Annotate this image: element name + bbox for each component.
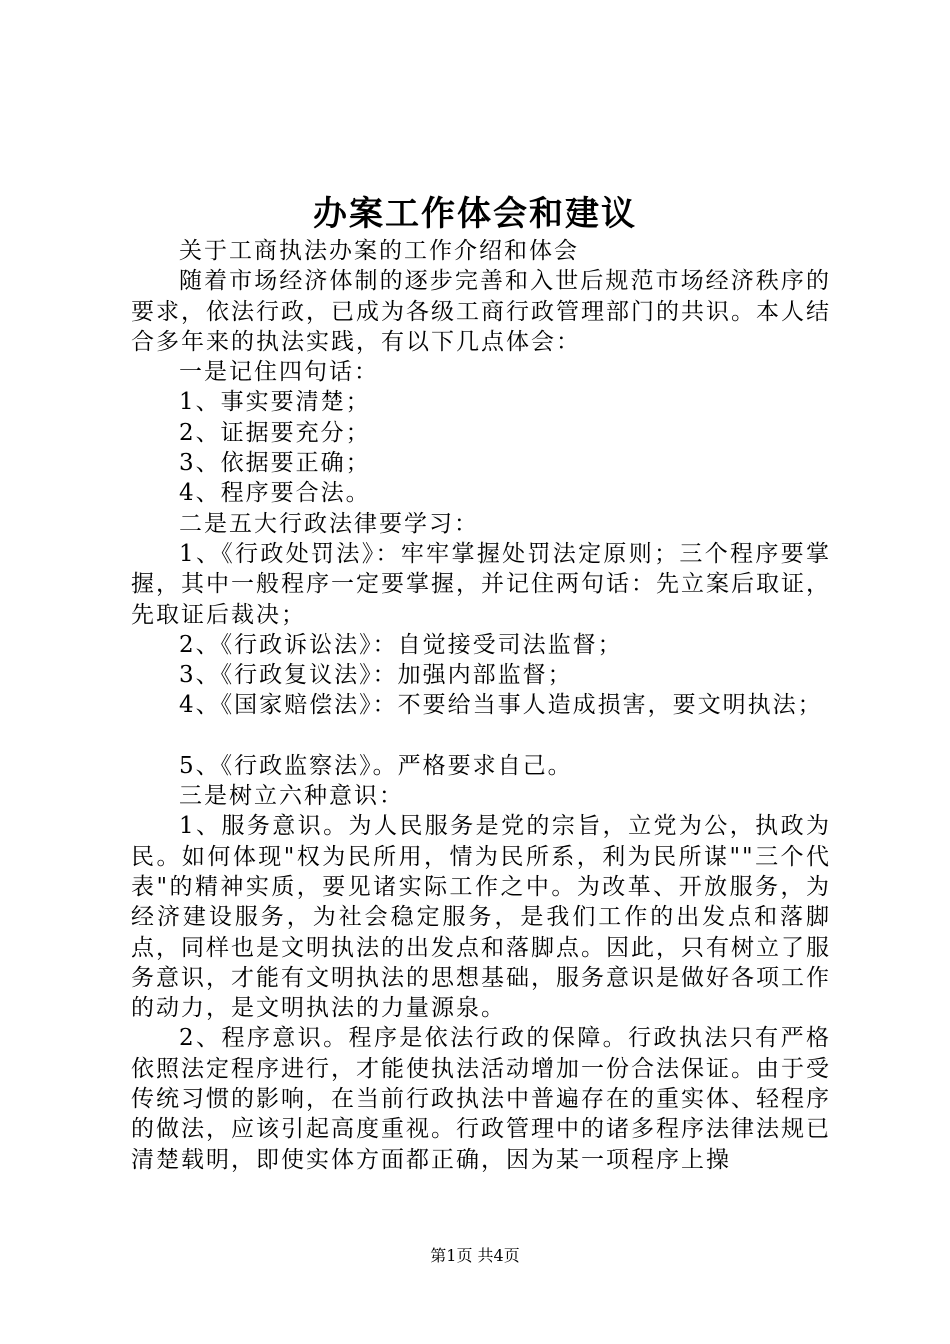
paragraph-intro: 随着市场经济体制的逐步完善和入世后规范市场经济秩序的要求，依法行政，已成为各级工商行政管理部门的共识。本人结合多年来的执法实践，有以下几点体会：: [131, 268, 831, 355]
list-item: 3、《行政复议法》：加强内部监督；: [179, 662, 573, 689]
paragraph-service-awareness: 1、服务意识。为人民服务是党的宗旨，立党为公，执政为民。如何体现"权为民所用，情为民所系，利为民所谋""三个代表"的精神实质，要见诸实际工作之中。为改革、开放服务，为经济建设服务，为社会稳定服务，是我们工作的出发点和落脚点，同样也是文明执法的出发点和落脚点。因此，只有树立了服务意识，才能有文明执法的思想基础，服务意识是做好各项工作的动力，是文明执法的力量源泉。: [131, 813, 831, 1022]
list-item: 1、事实要清楚；: [179, 389, 371, 416]
list-item: 1、《行政处罚法》：牢牢掌握处罚法定原则；三个程序要掌握，其中一般程序一定要掌握，并记住两句话：先立案后取证，先取证后裁决；: [131, 540, 831, 628]
document-body: [131, 236, 831, 1175]
list-item: 5、《行政监察法》。严格要求自己。: [179, 752, 573, 779]
section-heading-1: 一是记住四句话：: [179, 359, 379, 386]
list-item: 2、《行政诉讼法》：自觉接受司法监督；: [179, 631, 623, 658]
page-footer: 第1页 共4页: [430, 1246, 520, 1265]
list-item: 3、依据要正确；: [179, 450, 371, 477]
paragraph-procedure-awareness: 2、程序意识。程序是依法行政的保障。行政执法只有严格依照法定程序进行，才能使执法活动增加一份合法保证。由于受传统习惯的影响，在当前行政执法中普遍存在的重实体、轻程序的做法，应该引起高度重视。行政管理中的诸多程序法律法规已清楚载明，即使实体方面都正确，因为某一项程序上操: [131, 1025, 831, 1173]
document-title: 办案工作体会和建议: [313, 194, 637, 234]
paragraph-intro-heading: 关于工商执法办案的工作介绍和体会: [179, 238, 579, 264]
section-heading-3: 三是树立六种意识：: [179, 783, 404, 810]
section-heading-2: 二是五大行政法律要学习：: [179, 510, 479, 537]
list-item: 2、证据要充分；: [179, 419, 371, 446]
list-item: 4、《国家赔偿法》：不要给当事人造成损害，要文明执法；: [179, 692, 823, 719]
blank-line: [131, 721, 831, 751]
list-item: 4、程序要合法。: [179, 480, 371, 507]
